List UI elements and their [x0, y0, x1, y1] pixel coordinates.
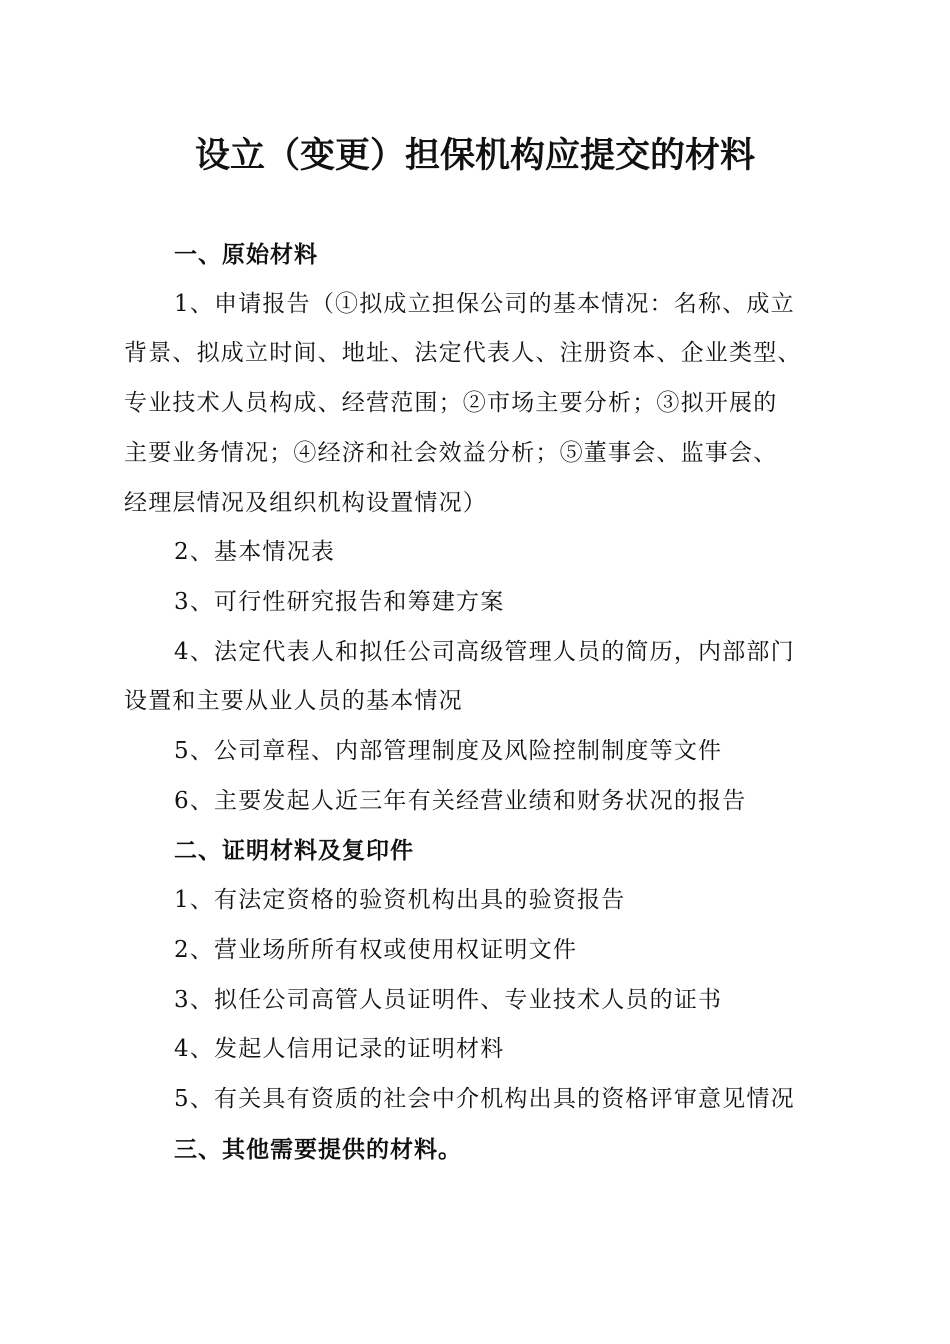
list-item-financial-report: 6、主要发起人近三年有关经营业绩和财务状况的报告: [174, 787, 747, 814]
paragraph-line: 1、申请报告（①拟成立担保公司的基本情况：名称、成立: [174, 290, 795, 317]
list-item-premises-proof: 2、营业场所所有权或使用权证明文件: [174, 936, 578, 963]
section-heading-certificates: 二、证明材料及复印件: [174, 837, 414, 865]
list-item-capital-verification: 1、有法定资格的验资机构出具的验资报告: [174, 887, 626, 914]
section-heading-other-materials: 三、其他需要提供的材料。: [174, 1135, 462, 1163]
document-body: [124, 230, 838, 1174]
list-item-company-charter: 5、公司章程、内部管理制度及风险控制制度等文件: [174, 738, 723, 765]
page-title: 设立（变更）担保机构应提交的材料: [194, 135, 755, 176]
list-item-credit-record: 4、发起人信用记录的证明材料: [174, 1036, 505, 1063]
paragraph-line: 设置和主要从业人员的基本情况: [124, 688, 463, 715]
list-item-basic-info-table: 2、基本情况表: [174, 539, 336, 566]
paragraph-line: 主要业务情况；④经济和社会效益分析；⑤董事会、监事会、: [124, 439, 778, 466]
paragraph-line: 专业技术人员构成、经营范围；②市场主要分析；③拟开展的: [124, 390, 778, 417]
paragraph-line: 经理层情况及组织机构设置情况）: [124, 489, 487, 516]
list-item-resumes: [124, 628, 838, 727]
section-heading-original-materials: 一、原始材料: [174, 241, 318, 268]
list-item-qualification-review: 5、有关具有资质的社会中介机构出具的资格评审意见情况: [174, 1085, 795, 1112]
list-item-feasibility-report: 3、可行性研究报告和筹建方案: [174, 588, 505, 615]
paragraph-line: 4、法定代表人和拟任公司高级管理人员的简历，内部部门: [174, 638, 795, 665]
list-item-executive-certificates: 3、拟任公司高管人员证明件、专业技术人员的证书: [174, 986, 723, 1013]
list-item-application-report: [124, 280, 838, 529]
paragraph-line: 背景、拟成立时间、地址、法定代表人、注册资本、企业类型、: [124, 340, 802, 367]
